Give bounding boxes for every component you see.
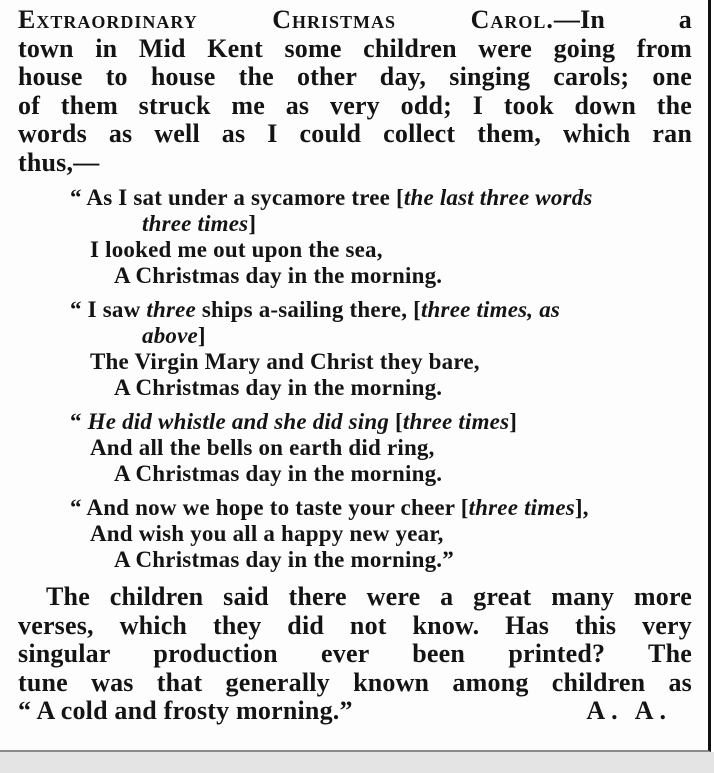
stanza-4-line-3: A Christmas day in the morning.” — [114, 547, 454, 572]
stanza-2 — [18, 297, 692, 401]
stanza-1-line-3: A Christmas day in the morning. — [114, 263, 443, 288]
stanza-1-line-1-cont: three times] — [142, 211, 257, 236]
intro-line-5: words as well as I could collect them, which ran — [18, 119, 692, 148]
stanza-2-line-1-cont: above] — [142, 323, 206, 348]
closing-line-3: singular production ever been printed? The — [18, 639, 692, 668]
intro-line-3: house to house the other day, singing carols; one — [18, 62, 692, 91]
final-quote: “ A cold and frosty morning.” — [18, 696, 353, 725]
stanza-3-line-1: “ He did whistle and she did sing [three times] — [70, 409, 518, 434]
stanza-1 — [18, 185, 692, 289]
closing-line-4: tune was that generally known among children as — [18, 667, 692, 697]
stanza-1-line-2: I looked me out upon the sea, — [90, 237, 383, 262]
stanza-2-line-3: A Christmas day in the morning. — [114, 375, 443, 400]
stanza-2-line-2: The Virgin Mary and Christ they bare, — [90, 349, 480, 374]
intro-line-4: of them struck me as very odd; I took down the — [18, 90, 692, 120]
intro-line-1 — [18, 6, 692, 35]
newspaper-clipping — [18, 6, 692, 726]
article-title: Extraordinary Christmas Carol. — [18, 5, 554, 34]
stanza-2-line-1: “ I saw three ships a-sailing there, [three times, as — [70, 297, 561, 322]
stanza-3-line-3: A Christmas day in the morning. — [114, 461, 443, 486]
closing-line-5 — [18, 697, 692, 726]
stanza-4-line-1: “ And now we hope to taste your cheer [three times], — [70, 495, 589, 520]
stanza-3-line-2: And all the bells on earth did ring, — [90, 435, 435, 460]
stanza-3 — [18, 409, 692, 487]
page-bottom-strip — [0, 752, 714, 773]
intro-line-6: thus,— — [18, 147, 100, 177]
stanza-4-line-2: And wish you all a happy new year, — [90, 521, 444, 546]
stanza-1-line-1: “ As I sat under a sycamore tree [the last three words — [70, 185, 593, 210]
intro-text-1: —In a — [553, 5, 692, 34]
closing-line-2: verses, which they did not know. Has this very — [18, 610, 692, 640]
closing-paragraph — [18, 583, 692, 726]
carol-verses — [18, 185, 692, 573]
stanza-4 — [18, 495, 692, 573]
intro-line-2: town in Mid Kent some children were going from — [18, 33, 692, 63]
signature: A. A. — [586, 696, 672, 725]
closing-line-1: The children said there were a great many more — [46, 582, 692, 611]
